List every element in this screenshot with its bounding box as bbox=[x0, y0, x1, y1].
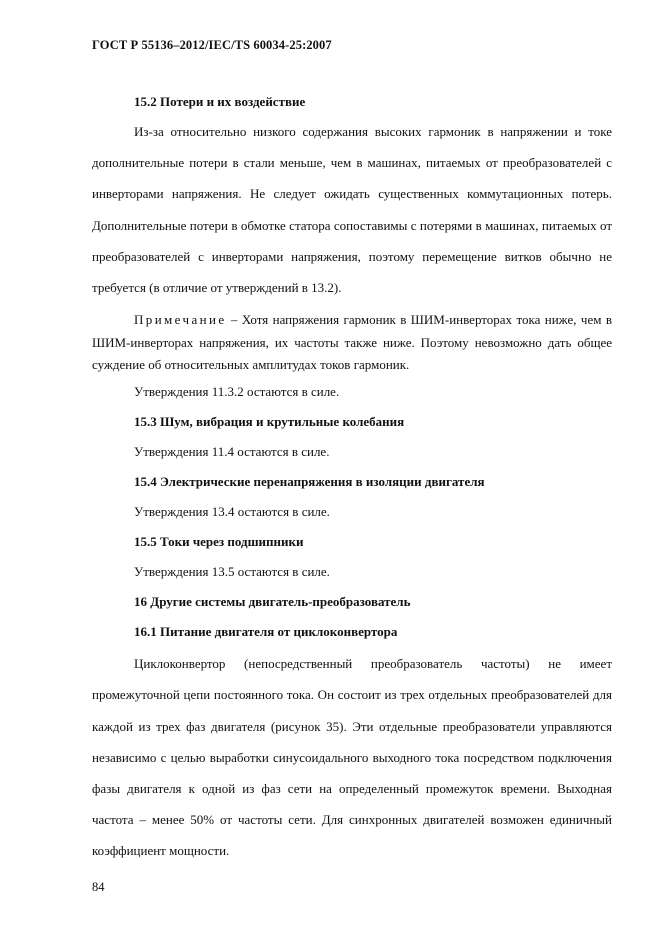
note-text: – Хотя напряжения гармоник в ШИМ-инверторах тока ниже, чем в ШИМ-инверторах напряжения, их частоты также ниже. Поэтому невозможно дать общее суждение об относительных амплитудах токов гармоник. bbox=[92, 312, 612, 372]
section-15-5-statement: Утверждения 13.5 остаются в силе. bbox=[134, 564, 330, 580]
document-header: ГОСТ Р 55136–2012/IEC/TS 60034-25:2007 bbox=[92, 38, 332, 52]
section-heading-15-4: 15.4 Электрические перенапряжения в изоляции двигателя bbox=[134, 474, 485, 490]
note-label: Примечание bbox=[134, 312, 227, 328]
page-content bbox=[92, 94, 612, 867]
section-15-3-statement: Утверждения 11.4 остаются в силе. bbox=[134, 444, 330, 460]
section-heading-15-5: 15.5 Токи через подшипники bbox=[134, 534, 304, 550]
section-heading-15-2: 15.2 Потери и их воздействие bbox=[134, 94, 306, 109]
section-heading-16-1: 16.1 Питание двигателя от циклоконвертора bbox=[134, 624, 398, 640]
section-16-1-paragraph: Циклоконвертор (непосредственный преобразователь частоты) не имеет промежуточной цепи постоянного тока. Он состоит из трех отдельных преобразователей для каждой из трех фаз двигателя (рисунок 35). Эти отдельные преобразователи управляются независимо с целью выработки синусоидального выходного тока посредством подключения фазы двигателя к одной из фаз сети на определенный промежуток времени. Выходная частота – менее 50% от частоты сети. Для синхронных двигателей возможен единичный коэффициент мощности. bbox=[92, 656, 612, 859]
section-15-2-statement: Утверждения 11.3.2 остаются в силе. bbox=[134, 384, 340, 400]
section-15-2-paragraph: Из-за относительно низкого содержания высоких гармоник в напряжении и токе дополнительные потери в стали меньше, чем в машинах, питаемых от преобразователей с инверторами напряжения. Не следует ожидать существенных коммутационных потерь. Дополнительные потери в обмотке статора сопоставимы с потерями в машинах, питаемых от преобразователей с инверторами напряжения, поэтому перемещение витков обычно не требуется (в отличие от утверждений в 13.2). bbox=[92, 124, 612, 296]
section-heading-15-3: 15.3 Шум, вибрация и крутильные колебания bbox=[134, 414, 405, 430]
section-15-2-note bbox=[92, 309, 612, 376]
section-heading-16: 16 Другие системы двигатель-преобразователь bbox=[134, 594, 411, 610]
section-15-4-statement: Утверждения 13.4 остаются в силе. bbox=[134, 504, 330, 520]
page-number: 84 bbox=[92, 880, 105, 894]
